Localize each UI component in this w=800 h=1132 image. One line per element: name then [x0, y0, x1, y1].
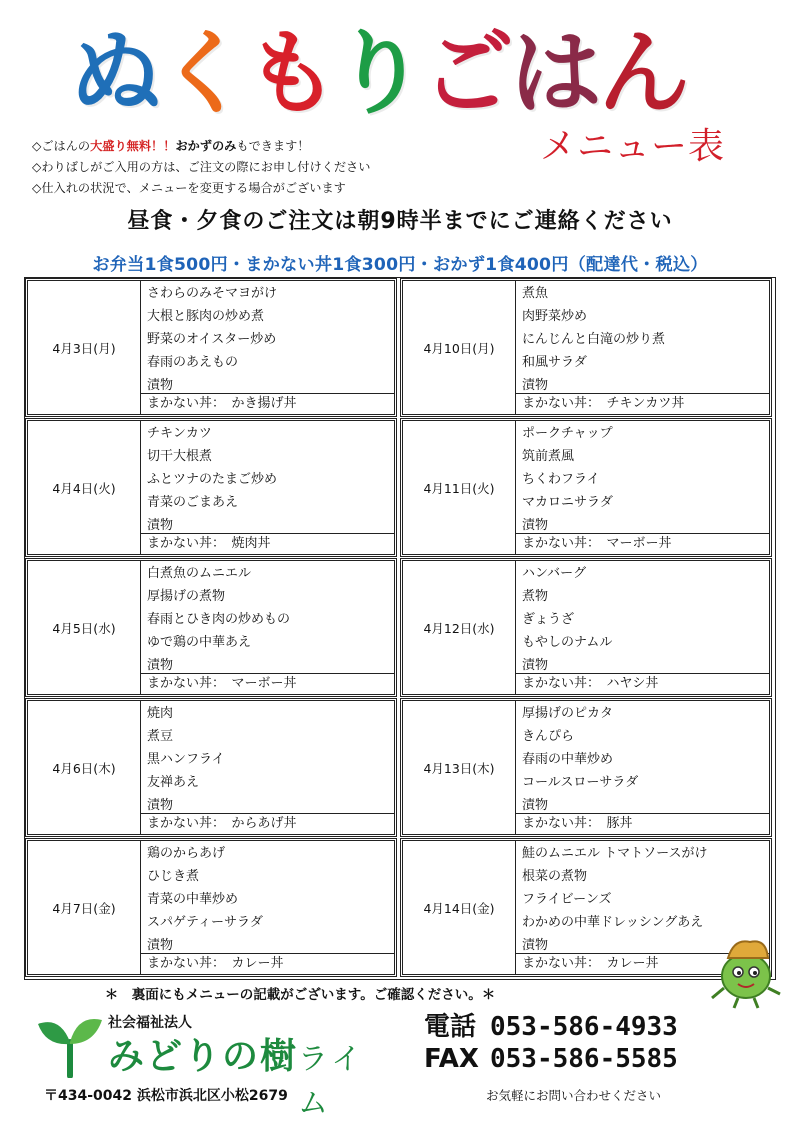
fax-value: 053-586-5585	[490, 1044, 678, 1074]
dish-item: さわらのみそマヨがけ	[147, 286, 278, 301]
staff-bowl: まかない丼： チキンカツ丼	[516, 393, 769, 414]
day-cell	[25, 698, 397, 837]
dish-item: 春雨のあえもの	[147, 355, 239, 370]
back-side-note: ＊ 裏面にもメニューの記載がございます。ご確認ください。＊	[104, 987, 496, 1003]
organization-branch: ライム	[298, 1042, 366, 1121]
dish-item: ふとツナのたまご炒め	[147, 472, 278, 487]
dish-item: 白煮魚のムニエル	[147, 566, 252, 581]
sprout-icon	[36, 1012, 104, 1078]
dish-list	[516, 701, 769, 834]
logo-char: り	[334, 20, 427, 127]
phone-value: 053-586-4933	[490, 1012, 678, 1042]
note-chopsticks: ◇わりばしがご入用の方は、ご注文の際にお申し付けください	[32, 160, 371, 174]
dish-item: チキンカツ	[147, 426, 212, 441]
dish-item: 漬物	[522, 658, 549, 673]
staff-bowl: まかない丼： ハヤシ丼	[516, 673, 769, 694]
dish-list	[141, 561, 394, 694]
dish-item: にんじんと白滝の炒り煮	[522, 332, 666, 347]
note-menu-change: ◇仕入れの状況で、メニューを変更する場合がございます	[32, 181, 346, 195]
dish-item: 漬物	[147, 658, 174, 673]
staff-bowl: まかない丼： かき揚げ丼	[141, 393, 394, 414]
staff-bowl: まかない丼： マーボー丼	[141, 673, 394, 694]
dish-item: 友禅あえ	[147, 775, 200, 790]
note-side-only: おかずのみ	[175, 139, 237, 153]
day-cell	[400, 278, 772, 417]
dish-item: 和風サラダ	[522, 355, 587, 370]
dish-item: 野菜のオイスター炒め	[147, 332, 277, 347]
dish-item: ひじき煮	[147, 869, 200, 884]
staff-bowl: まかない丼： 焼肉丼	[141, 533, 394, 554]
day-cell	[25, 418, 397, 557]
logo-char: ん	[598, 20, 691, 127]
dish-item: 春雨の中華炒め	[522, 752, 614, 767]
dish-item: 漬物	[522, 378, 549, 393]
day-cell	[400, 418, 772, 557]
dish-item: 漬物	[147, 518, 174, 533]
dish-item: コールスローサラダ	[522, 775, 639, 790]
dish-item: 鶏のからあげ	[147, 846, 226, 861]
dish-item: ハンバーグ	[522, 566, 587, 581]
price-line: お弁当1食500円・まかない丼1食300円・おかず1食400円（配達代・税込）	[92, 255, 708, 275]
dish-item: ゆで鶏の中華あえ	[147, 635, 252, 650]
dish-item: 厚揚げのピカタ	[522, 706, 614, 721]
logo-char: ぬ	[70, 20, 163, 127]
phone-label: 電話	[424, 1012, 477, 1042]
phone-number[interactable]	[424, 1006, 678, 1043]
organization-type: 社会福祉法人	[108, 1015, 192, 1031]
day-date: 4月12日(水)	[403, 561, 516, 694]
inquiry-note: お気軽にお問い合わせください	[486, 1088, 662, 1103]
dish-item: 煮魚	[522, 286, 549, 301]
organization-name: みどりの樹	[108, 1036, 299, 1077]
day-cell	[25, 278, 397, 417]
dish-item: きんぴら	[522, 729, 575, 744]
note-large-serving: ◇ごはんの大盛り無料！！おかずのみもできます！	[32, 139, 310, 153]
staff-bowl: まかない丼： 豚丼	[516, 813, 769, 834]
dish-item: フライビーンズ	[522, 892, 612, 907]
dish-item: マカロニサラダ	[522, 495, 613, 510]
dish-item: 煮豆	[147, 729, 174, 744]
day-date: 4月14日(金)	[403, 841, 516, 974]
day-cell	[25, 558, 397, 697]
dish-list	[516, 281, 769, 414]
day-cell	[25, 838, 397, 977]
dish-item: 漬物	[147, 378, 174, 393]
dish-item: 漬物	[147, 798, 174, 813]
dish-item: 厚揚げの煮物	[147, 589, 226, 604]
dish-item: わかめの中華ドレッシングあえ	[522, 915, 704, 930]
dish-item: 漬物	[147, 938, 174, 953]
note-free-large: 大盛り無料！！	[90, 139, 176, 153]
dish-list	[141, 281, 394, 414]
day-date: 4月10日(月)	[403, 281, 516, 414]
address: 〒434-0042 浜松市浜北区小松2679	[44, 1088, 288, 1104]
dish-list	[516, 561, 769, 694]
day-date: 4月6日(木)	[28, 701, 141, 834]
dish-item: 黒ハンフライ	[147, 752, 225, 767]
dish-item: 漬物	[522, 798, 549, 813]
day-cell	[400, 698, 772, 837]
day-date: 4月13日(木)	[403, 701, 516, 834]
menu-logo	[70, 18, 710, 130]
dish-item: ちくわフライ	[522, 472, 600, 487]
day-date: 4月5日(水)	[28, 561, 141, 694]
notes	[32, 136, 370, 199]
logo-char: も	[246, 20, 339, 127]
dish-item: 根菜の煮物	[522, 869, 588, 884]
dish-list	[141, 841, 394, 974]
day-cell	[400, 558, 772, 697]
dish-item: もやしのナムル	[522, 635, 613, 650]
menu-grid	[24, 277, 776, 980]
staff-bowl: まかない丼： カレー丼	[516, 953, 769, 974]
menu-subtitle: メニュー表	[540, 126, 726, 167]
dish-item: 青菜の中華炒め	[147, 892, 239, 907]
dish-list	[141, 421, 394, 554]
staff-bowl: まかない丼： カレー丼	[141, 953, 394, 974]
staff-bowl: まかない丼： からあげ丼	[141, 813, 394, 834]
dish-item: スパゲティーサラダ	[147, 915, 263, 930]
dish-list	[516, 421, 769, 554]
dish-item: 肉野菜炒め	[522, 309, 588, 324]
dish-item: 漬物	[522, 518, 549, 533]
order-deadline: 昼食・夕食のご注文は朝9時半までにご連絡ください	[127, 209, 673, 234]
dish-item: 漬物	[522, 938, 549, 953]
dish-item: 春雨とひき肉の炒めもの	[147, 612, 291, 627]
dish-item: 大根と豚肉の炒め煮	[147, 309, 265, 324]
day-date: 4月11日(火)	[403, 421, 516, 554]
fax-label: FAX	[424, 1044, 479, 1074]
dish-item: 切干大根煮	[147, 449, 213, 464]
logo-char: は	[510, 20, 603, 127]
dish-item: ぎょうざ	[522, 612, 575, 627]
dish-list	[141, 701, 394, 834]
logo-char: ご	[422, 20, 515, 127]
dish-item: 鮭のムニエル トマトソースがけ	[522, 846, 708, 861]
dish-item: 筑前煮風	[522, 449, 575, 464]
dish-item: 焼肉	[147, 706, 174, 721]
mascot-illustration	[706, 932, 786, 1010]
day-date: 4月3日(月)	[28, 281, 141, 414]
day-date: 4月4日(火)	[28, 421, 141, 554]
dish-item: 青菜のごまあえ	[147, 495, 239, 510]
dish-item: ポークチャップ	[522, 426, 613, 441]
staff-bowl: まかない丼： マーボー丼	[516, 533, 769, 554]
logo-char: く	[158, 20, 251, 127]
fax-number	[424, 1044, 678, 1074]
day-date: 4月7日(金)	[28, 841, 141, 974]
dish-item: 煮物	[522, 589, 549, 604]
